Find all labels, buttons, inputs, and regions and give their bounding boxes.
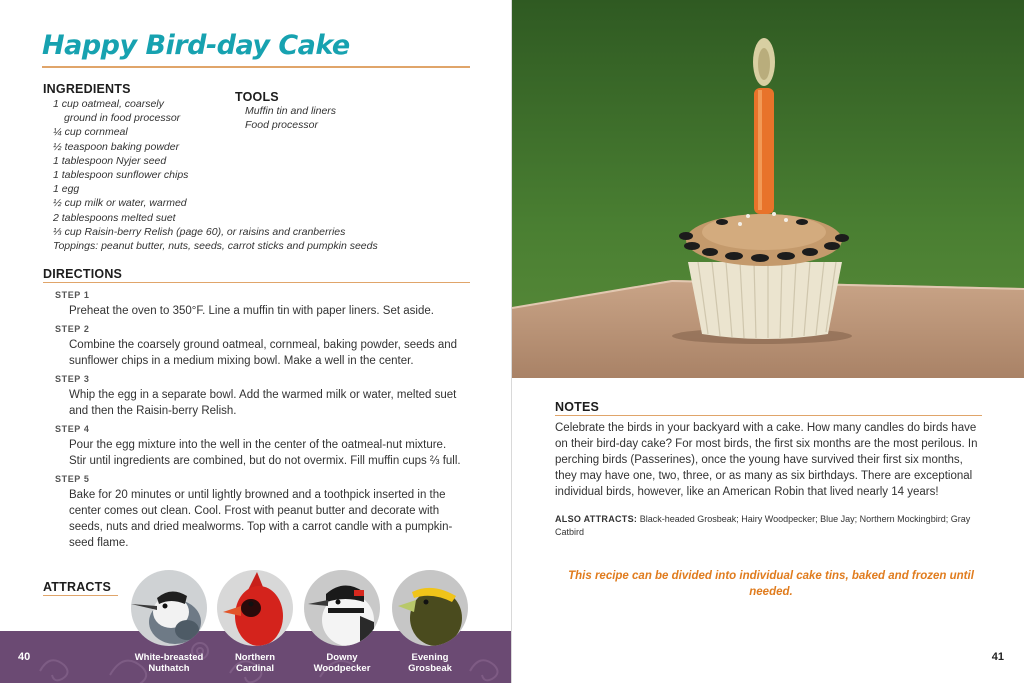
cardinal-icon: [217, 570, 293, 646]
step-label: STEP 5: [55, 474, 90, 484]
ingredient-item: 1 egg: [53, 183, 80, 196]
directions-divider: [43, 282, 470, 283]
ingredient-item: 1 cup oatmeal, coarsely: [53, 98, 164, 110]
step-text: Bake for 20 minutes or until lightly browned and a toothpick inserted in the center comes out clean. Cool. Frost with peanut butter and decorate with seeds, nuts and dried mealworms. Top with a carrot candle with a pumpkin-seed flame.: [69, 489, 453, 549]
step-text: Combine the coarsely ground oatmeal, cornmeal, baking powder, seeds and sunflower chips in a medium mixing bowl. Make a well in the center.: [69, 339, 458, 367]
bird-grosbeak: [390, 570, 470, 674]
callout-text: This recipe can be divided into individual cake tins, baked and frozen until needed.: [568, 570, 974, 598]
ingredient-item: 1 tablespoon sunflower chips: [53, 169, 189, 182]
notes-heading: NOTES: [555, 400, 600, 414]
cupcake-photo: [512, 0, 1024, 378]
ingredients-heading: INGREDIENTS: [43, 82, 131, 96]
step-label: STEP 1: [55, 290, 90, 300]
bird-name: Evening Grosbeak: [408, 652, 452, 674]
tools-heading: TOOLS: [235, 90, 279, 104]
step-text: Pour the egg mixture into the well in the center of the oatmeal-nut mixture. Stir until ingredients are combined, but do not overmix. Fill muffin cups ⅔ full.: [69, 439, 461, 467]
ingredient-item: ground in food processor: [64, 112, 181, 125]
ingredient-item: 1 tablespoon Nyjer seed: [53, 154, 167, 167]
bird-cardinal: [215, 570, 295, 674]
direction-step-3: [55, 374, 465, 419]
step-label: STEP 4: [55, 424, 90, 434]
bird-name: White-breasted Nuthatch: [134, 652, 204, 674]
ingredient-item: ½ teaspoon baking powder: [53, 140, 180, 153]
recipe-title: Happy Bird-day Cake: [42, 30, 350, 61]
bird-nuthatch: [129, 570, 209, 674]
bird-name: Northern Cardinal: [234, 652, 276, 674]
attracts-heading: ATTRACTS: [43, 580, 112, 594]
direction-step-5: [55, 474, 465, 551]
tool-item: Food processor: [245, 119, 318, 132]
also-attracts-label: ALSO ATTRACTS:: [555, 514, 638, 524]
woodpecker-icon: [304, 570, 380, 646]
ingredient-item: 2 tablespoons melted suet: [53, 211, 176, 224]
bird-name: Downy Woodpecker: [313, 652, 371, 674]
step-label: STEP 3: [55, 374, 90, 384]
also-attracts: [555, 513, 975, 539]
attracts-divider: [43, 595, 118, 596]
title-divider: [42, 66, 470, 68]
grosbeak-icon: [392, 570, 468, 646]
nuthatch-icon: [131, 570, 207, 646]
ingredient-item: ¼ cup cornmeal: [53, 126, 128, 139]
step-text: Preheat the oven to 350°F. Line a muffin tin with paper liners. Set aside.: [69, 305, 434, 317]
tools-list: [245, 104, 336, 132]
right-page: [512, 0, 1024, 683]
ingredient-item: ⅓ cup Raisin-berry Relish (page 60), or raisins and cranberries: [53, 225, 346, 238]
page-number-left: 40: [18, 651, 31, 663]
ingredient-item: ½ cup milk or water, warmed: [53, 197, 187, 210]
ingredient-item: Toppings: peanut butter, nuts, seeds, carrot sticks and pumpkin seeds: [53, 240, 378, 253]
also-attracts-birds: Black-headed Grosbeak; Hairy Woodpecker; Blue Jay; Northern Mockingbird; Gray Catbird: [555, 514, 971, 537]
direction-step-2: [55, 324, 465, 369]
page-number-right: 41: [991, 651, 1004, 663]
direction-step-4: [55, 424, 465, 469]
notes-text: Celebrate the birds in your backyard with a cake. How many candles do birds have on their bird-day cake? For most birds, the first six months are the most perilous. In perching birds (Passerines), once the young have survived their first six months, they may have one, two, three, or as many as six birthdays. There are exceptional individual birds, however, like an American Robin that lived nearly 14 years!: [555, 422, 978, 498]
tool-item: Muffin tin and liners: [245, 105, 337, 117]
notes-divider: [555, 415, 982, 416]
step-text: Whip the egg in a separate bowl. Add the warmed milk or water, melted suet and then the Raisin-berry Relish.: [69, 389, 457, 417]
directions-heading: DIRECTIONS: [43, 267, 123, 281]
step-label: STEP 2: [55, 324, 90, 334]
bird-woodpecker: [302, 570, 382, 674]
direction-step-1: [55, 290, 465, 319]
